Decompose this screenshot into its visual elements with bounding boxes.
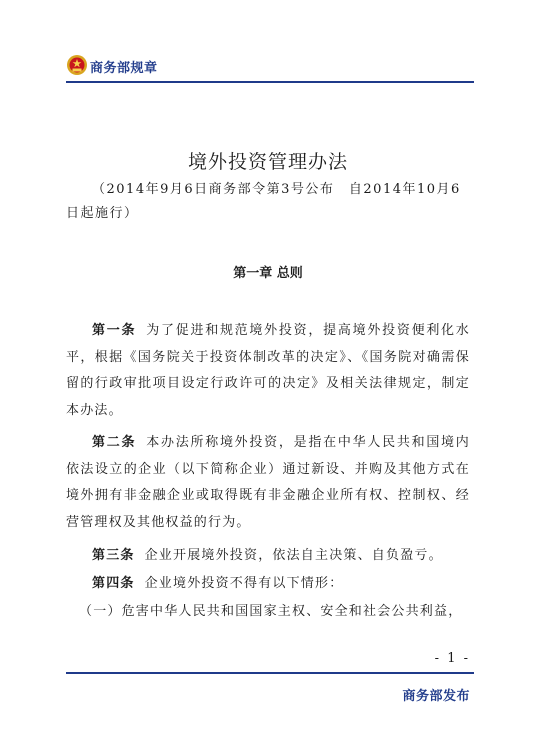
page-number: - 1 - bbox=[434, 651, 470, 666]
footer-divider bbox=[66, 672, 474, 674]
article-1 bbox=[66, 318, 470, 424]
article-label: 第四条 bbox=[92, 576, 135, 591]
article-text: 企业境外投资不得有以下情形： bbox=[144, 576, 344, 591]
header-divider bbox=[66, 81, 474, 83]
header-title: 商务部规章 bbox=[90, 61, 158, 76]
page-header bbox=[66, 54, 474, 82]
document-subtitle: （2014年9月6日商务部令第3号公布 自2014年10月6日起施行） bbox=[66, 182, 461, 221]
article-text: 企业开展境外投资，依法自主决策、自负盈亏。 bbox=[144, 548, 443, 563]
article-4 bbox=[66, 571, 470, 598]
document-title: 境外投资管理办法 bbox=[187, 151, 348, 173]
article-text: 为了促进和规范境外投资，提高境外投资便利化水平，根据《国务院关于投资体制改革的决定》、《国务院对确需保留的行政审批项目设定行政许可的决定》及相关法律规定，制定本办法。 bbox=[66, 323, 470, 418]
article-label: 第二条 bbox=[92, 435, 137, 450]
footer-publisher: 商务部发布 bbox=[402, 689, 470, 704]
national-emblem-icon bbox=[66, 54, 88, 76]
chapter-heading: 第一章 总则 bbox=[233, 266, 303, 281]
article-3 bbox=[66, 543, 470, 570]
article-2 bbox=[66, 430, 470, 536]
article-text: 本办法所称境外投资，是指在中华人民共和国境内依法设立的企业（以下简称企业）通过新设、并购及其他方式在境外拥有非金融企业或取得既有非金融企业所有权、控制权、经营管理权及其他权益的行为。 bbox=[66, 435, 470, 530]
list-item: （一）危害中华人民共和国国家主权、安全和社会公共利益， bbox=[79, 604, 463, 619]
article-label: 第一条 bbox=[92, 323, 137, 338]
article-label: 第三条 bbox=[92, 548, 135, 563]
